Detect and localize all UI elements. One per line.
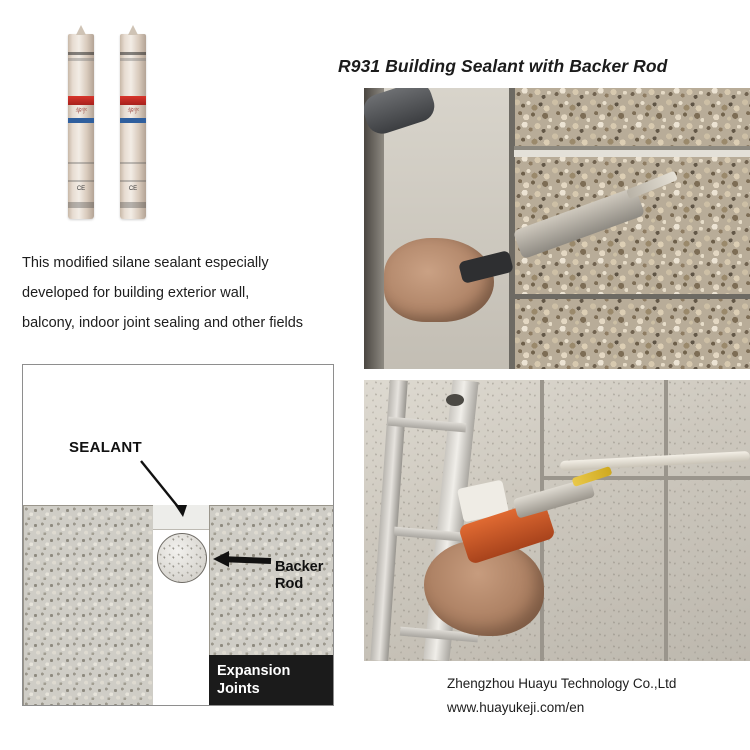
ce-mark: CE	[128, 186, 138, 192]
description-line-2: developed for building exterior wall,	[22, 285, 250, 301]
page-title: R931 Building Sealant with Backer Rod	[338, 56, 668, 76]
expansion-joints-line2: Joints	[217, 681, 260, 697]
label-band-blue	[68, 118, 94, 123]
horizontal-joint	[514, 294, 750, 299]
sealant-label: SEALANT	[69, 439, 142, 456]
label-band	[68, 180, 94, 182]
backer-rod	[157, 533, 207, 583]
description-line-3: balcony, indoor joint sealing and other fields	[22, 315, 304, 331]
backer-rod-texture	[158, 534, 206, 582]
vertical-joint	[509, 88, 515, 369]
expansion-joints-line1: Expansion	[217, 663, 291, 679]
photo-applying-sealant-aggregate-wall	[364, 88, 750, 369]
nozzle-icon	[76, 25, 86, 35]
label-band	[120, 180, 146, 182]
brand-logo: 华宇	[75, 109, 87, 115]
label-band	[68, 58, 94, 61]
sealant-bead	[514, 150, 750, 157]
label-band-red	[120, 96, 146, 105]
brand-logo: 华宇	[127, 109, 139, 115]
backer-rod-label-line1: Backer	[275, 559, 324, 575]
backer-rod-label-line2: Rod	[275, 576, 304, 592]
ladder-hole	[446, 394, 464, 406]
label-band-blue	[120, 118, 146, 123]
nozzle-icon	[128, 25, 138, 35]
website-url[interactable]: www.huayukeji.com/en	[447, 700, 585, 715]
sealant-joint-diagram	[22, 364, 334, 706]
label-band	[120, 52, 146, 55]
footer	[447, 672, 747, 720]
company-name: Zhengzhou Huayu Technology Co.,Ltd	[447, 676, 677, 691]
expansion-joints-box	[209, 655, 333, 705]
label-band	[120, 162, 146, 164]
label-band	[68, 202, 94, 208]
photo-worker-on-ladder	[364, 380, 750, 661]
backer-rod-label	[275, 559, 323, 593]
ce-mark: CE	[76, 186, 86, 192]
sealant-layer	[153, 505, 209, 530]
product-description	[22, 248, 332, 338]
label-band	[68, 162, 94, 164]
label-band	[120, 58, 146, 61]
description-line-1: This modified silane sealant especially	[22, 255, 269, 271]
product-photo-cartridges	[60, 24, 190, 229]
sealant-cartridge	[68, 34, 94, 219]
label-band	[68, 52, 94, 55]
expansion-joints-label	[217, 662, 290, 698]
label-band-red	[68, 96, 94, 105]
vertical-joint	[664, 380, 668, 661]
label-band	[120, 202, 146, 208]
concrete-slab-left	[23, 505, 155, 706]
sealant-cartridge	[120, 34, 146, 219]
